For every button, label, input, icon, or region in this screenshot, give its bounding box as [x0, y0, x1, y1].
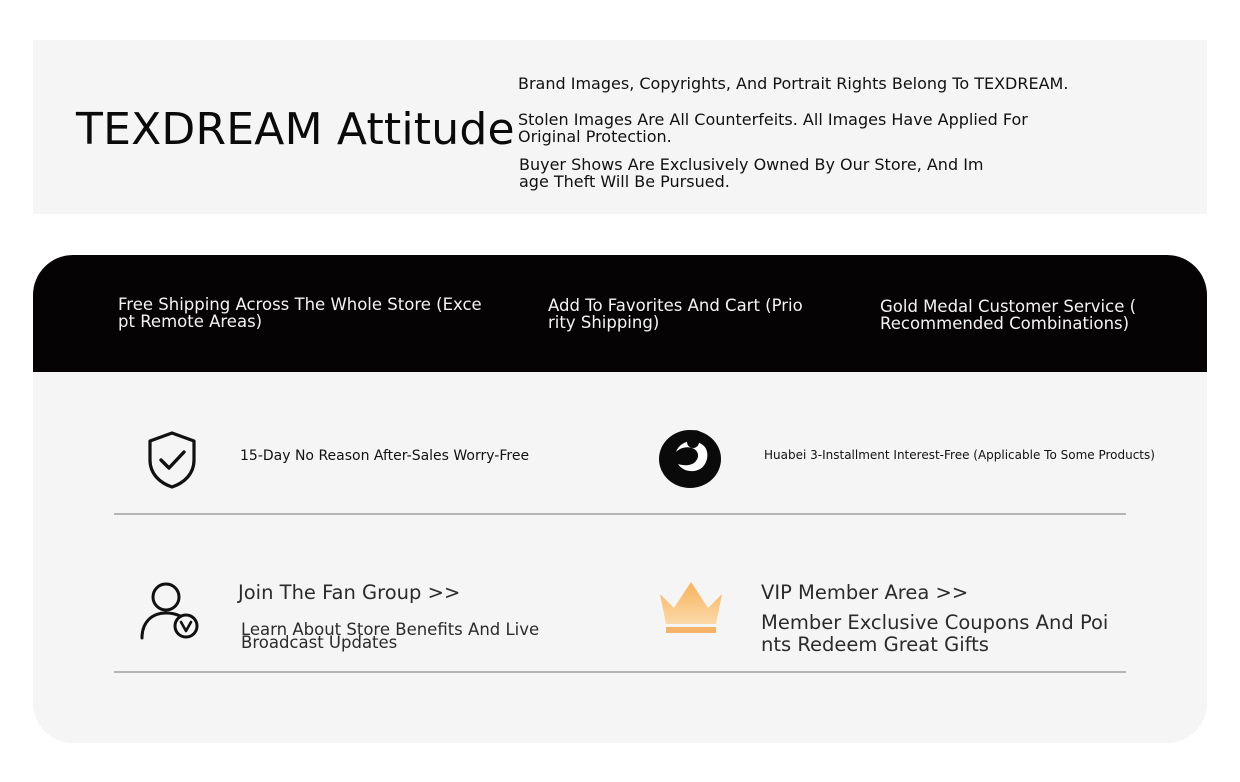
customer-service-text: Gold Medal Customer Service ( Recommended Combinations) — [880, 297, 1137, 333]
favorites-cart-text: Add To Favorites And Cart (Prio rity Shipping) — [548, 296, 803, 332]
fan-group-link[interactable]: Join The Fan Group >> — [238, 581, 461, 604]
huabei-icon — [656, 426, 724, 490]
vip-area-link[interactable]: VIP Member Area >> — [761, 581, 969, 604]
brand-title: TEXDREAM Attitude — [76, 104, 515, 155]
buyer-show-notice: Buyer Shows Are Exclusively Owned By Our Store, And Im age Theft Will Be Pursued. — [519, 155, 984, 191]
vip-area-desc: Member Exclusive Coupons And Poi nts Redeem Great Gifts — [761, 611, 1109, 656]
service-panel — [33, 255, 1207, 743]
after-sales-text: 15-Day No Reason After-Sales Worry-Free — [240, 448, 530, 464]
divider — [114, 671, 1126, 673]
crown-icon[interactable] — [656, 578, 726, 636]
user-vip-icon[interactable] — [138, 580, 202, 642]
installment-text: Huabei 3-Installment Interest-Free (Applicable To Some Products) — [764, 448, 1155, 462]
protection-notice: Stolen Images Are All Counterfeits. All Images Have Applied For Original Protection. — [518, 110, 1028, 146]
copyright-notice: Brand Images, Copyrights, And Portrait Rights Belong To TEXDREAM. — [518, 74, 1069, 93]
divider — [114, 513, 1126, 515]
shield-check-icon — [145, 430, 199, 490]
fan-group-desc: Learn About Store Benefits And Live Broadcast Updates — [241, 620, 540, 652]
free-shipping-text: Free Shipping Across The Whole Store (Exce pt Remote Areas) — [118, 295, 482, 331]
